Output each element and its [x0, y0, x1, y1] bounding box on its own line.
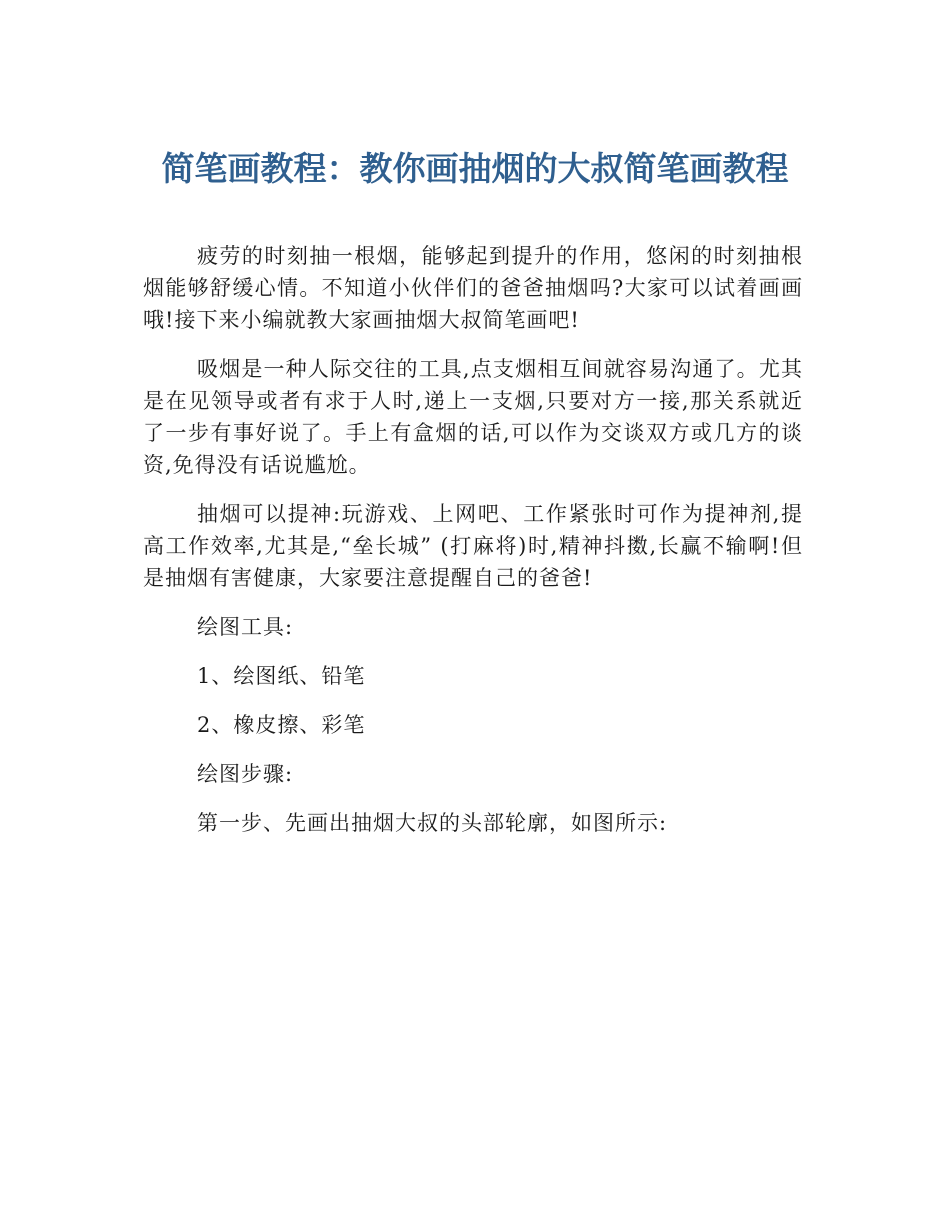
tool-item-1: 1、绘图纸、铅笔: [197, 664, 366, 688]
step-1: 第一步、先画出抽烟大叔的头部轮廓，如图所示:: [197, 811, 668, 835]
tool-item-2: 2、橡皮擦、彩笔: [197, 713, 366, 737]
document-body: [143, 240, 803, 856]
document-title: 简笔画教程：教你画抽烟的大叔简笔画教程: [161, 149, 789, 188]
paragraph-refresh: 抽烟可以提神:玩游戏、上网吧、工作紧张时可作为提神剂,提高工作效率,尤其是,“垒长城” (打麻将)时,精神抖擞,长赢不输啊!但是抽烟有害健康，大家要注意提醒自己的爸爸!: [143, 502, 803, 590]
paragraph-intro: 疲劳的时刻抽一根烟，能够起到提升的作用，悠闲的时刻抽根烟能够舒缓心情。不知道小伙伴们的爸爸抽烟吗?大家可以试着画画哦!接下来小编就教大家画抽烟大叔简笔画吧!: [143, 244, 803, 332]
steps-heading: 绘图步骤:: [197, 762, 294, 786]
tools-heading: 绘图工具:: [197, 615, 294, 639]
paragraph-social: 吸烟是一种人际交往的工具,点支烟相互间就容易沟通了。尤其是在见领导或者有求于人时,递上一支烟,只要对方一接,那关系就近了一步有事好说了。手上有盒烟的话,可以作为交谈双方或几方的谈资,免得没有话说尴尬。: [143, 357, 803, 477]
